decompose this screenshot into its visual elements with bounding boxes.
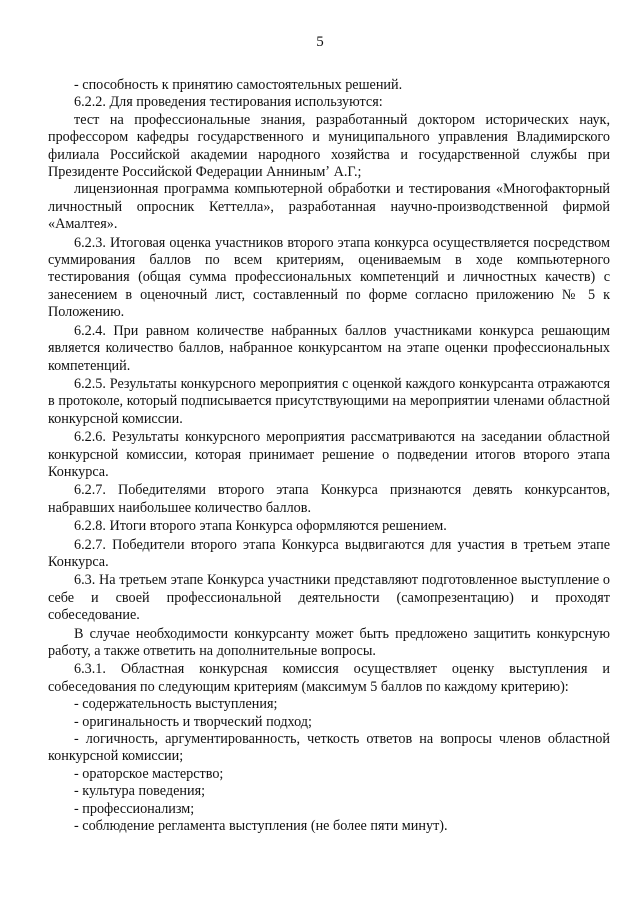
document-body bbox=[48, 77, 610, 835]
paragraph: 6.2.4. При равном количестве набранных баллов участниками конкурса решающим является количество баллов, набранное конкурсантом на этапе оценки профессиональных компетенций. bbox=[48, 322, 610, 374]
paragraph: В случае необходимости конкурсанту может быть предложено защитить конкурсную работу, а также ответить на дополнительные вопросы. bbox=[48, 625, 610, 659]
paragraph: 6.3.1. Областная конкурсная комиссия осуществляет оценку выступления и собеседования по следующим критериям (максимум 5 баллов по каждому критерию): bbox=[48, 661, 610, 695]
criteria-item: - культура поведения; bbox=[74, 783, 206, 800]
paragraph: 6.3. На третьем этапе Конкурса участники представляют подготовленное выступление о себе и своей профессиональной деятельности (самопрезентацию) и проходят собеседование. bbox=[48, 572, 610, 624]
paragraph: 6.2.7. Победители второго этапа Конкурса выдвигаются для участия в третьем этапе Конкурса. bbox=[48, 536, 610, 570]
criteria-item: - профессионализм; bbox=[74, 800, 195, 817]
paragraph: лицензионная программа компьютерной обработки и тестирования «Многофакторный личностный опросник Кеттелла», разработанная научно-производственной фирмой «Амалтея». bbox=[48, 181, 610, 233]
paragraph: тест на профессиональные знания, разработанный доктором исторических наук, профессором кафедры государственного и муниципального управления Владимирского филиала Российской академии народного хозяйства и государственной службы при Президенте Российской Федерации Аннинымʼ А.Г.; bbox=[48, 111, 610, 181]
page-number: 5 bbox=[316, 34, 324, 50]
criteria-item: - логичность, аргументированность, четкость ответов на вопросы членов областной конкурсной комиссии; bbox=[48, 731, 610, 765]
criteria-item: - ораторское мастерство; bbox=[74, 765, 224, 782]
criteria-item: - оригинальность и творческий подход; bbox=[74, 713, 312, 730]
paragraph: 6.2.3. Итоговая оценка участников второго этапа конкурса осуществляется посредством суммирования баллов по всем критериям, оцениваемым в ходе компьютерного тестирования (общая сумма профессиональных компетенций и личностных качеств) с занесением в оценочный лист, составленный по форме согласно приложению № 5 к Положению. bbox=[48, 234, 610, 321]
paragraph: - способность к принятию самостоятельных решений. bbox=[74, 77, 403, 93]
paragraph: 6.2.6. Результаты конкурсного мероприятия рассматриваются на заседании областной конкурсной комиссии, которая принимает решение о подведении итогов второго этапа Конкурса. bbox=[48, 429, 610, 480]
paragraph: 6.2.8. Итоги второго этапа Конкурса оформляются решением. bbox=[74, 518, 447, 535]
paragraph: 6.2.2. Для проведения тестирования используются: bbox=[74, 94, 383, 111]
criteria-item: - соблюдение регламента выступления (не более пяти минут). bbox=[74, 818, 448, 835]
criteria-item: - содержательность выступления; bbox=[74, 696, 278, 713]
paragraph: 6.2.7. Победителями второго этапа Конкурса признаются девять конкурсантов, набравших наибольшее количество баллов. bbox=[48, 482, 610, 516]
paragraph: 6.2.5. Результаты конкурсного мероприятия с оценкой каждого конкурсанта отражаются в протоколе, который подписывается присутствующими на мероприятии членами областной конкурсной комиссии. bbox=[48, 375, 610, 427]
